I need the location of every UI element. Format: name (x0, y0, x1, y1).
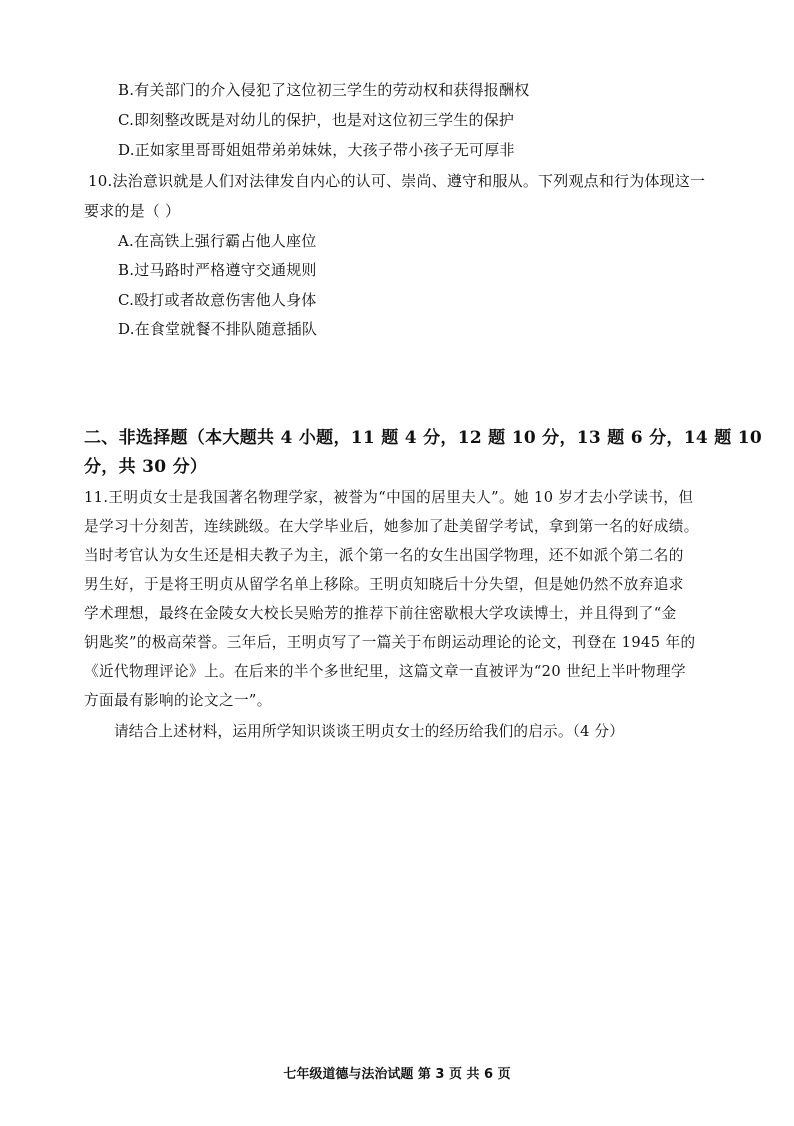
q10-stem-line1: 10.法治意识就是人们对法律发自内心的认可、崇尚、遵守和服从。下列观点和行为体现这一 (88, 172, 706, 190)
q11-line4: 男生好，于是将王明贞从留学名单上移除。王明贞知晓后十分失望，但是她仍然不放弃追求 (84, 576, 684, 593)
q10-stem-line2: 要求的是（ ） (84, 202, 181, 220)
q11-line1: 11.王明贞女士是我国著名物理学家，被誉为“中国的居里夫人”。她 10 岁才去小学读书，但 (84, 489, 694, 506)
section2-title-line1: 二、非选择题（本大题共 4 小题，11 题 4 分，12 题 10 分，13 题 6 分，14 题 10 (84, 428, 762, 448)
q10-option-d: D.在食堂就餐不排队随意插队 (118, 320, 318, 338)
q11-line6: 钥匙奖”的极高荣誉。三年后，王明贞写了一篇关于布朗运动理论的论文，刊登在 1945 年的 (84, 634, 696, 651)
q11-line2: 是学习十分刻苦，连续跳级。在大学毕业后，她参加了赴美留学考试，拿到第一名的好成绩。 (84, 518, 699, 535)
q10-option-b: B.过马路时严格遵守交通规则 (118, 261, 317, 279)
section2-title-line2: 分，共 30 分） (84, 457, 208, 477)
q10-option-a: A.在高铁上强行霸占他人座位 (118, 232, 317, 250)
q9-option-d: D.正如家里哥哥姐姐带弟弟妹妹，大孩子带小孩子无可厚非 (118, 141, 515, 159)
q9-option-c: C.即刻整改既是对幼儿的保护，也是对这位初三学生的保护 (118, 111, 515, 129)
q11-line5: 学术理想，最终在金陵女大校长吴贻芳的推荐下前往密歇根大学攻读博士，并且得到了“金 (84, 605, 677, 622)
q10-option-c: C.殴打或者故意伤害他人身体 (118, 291, 317, 309)
q9-option-b: B.有关部门的介入侵犯了这位初三学生的劳动权和获得报酬权 (118, 81, 530, 99)
q11-line7: 《近代物理评论》上。在后来的半个多世纪里，这篇文章一直被评为“20 世纪上半叶物理学 (84, 663, 687, 680)
q11-line3: 当时考官认为女生还是相夫教子为主，派个第一名的女生出国学物理，还不如派个第二名的 (84, 547, 684, 564)
q11-prompt: 请结合上述材料，运用所学知识谈谈王明贞女士的经历给我们的启示。（4 分） (114, 723, 625, 740)
q11-line8: 方面最有影响的论文之一”。 (84, 692, 272, 709)
page-footer: 七年级道德与法治试题 第 3 页 共 6 页 (283, 1067, 511, 1082)
